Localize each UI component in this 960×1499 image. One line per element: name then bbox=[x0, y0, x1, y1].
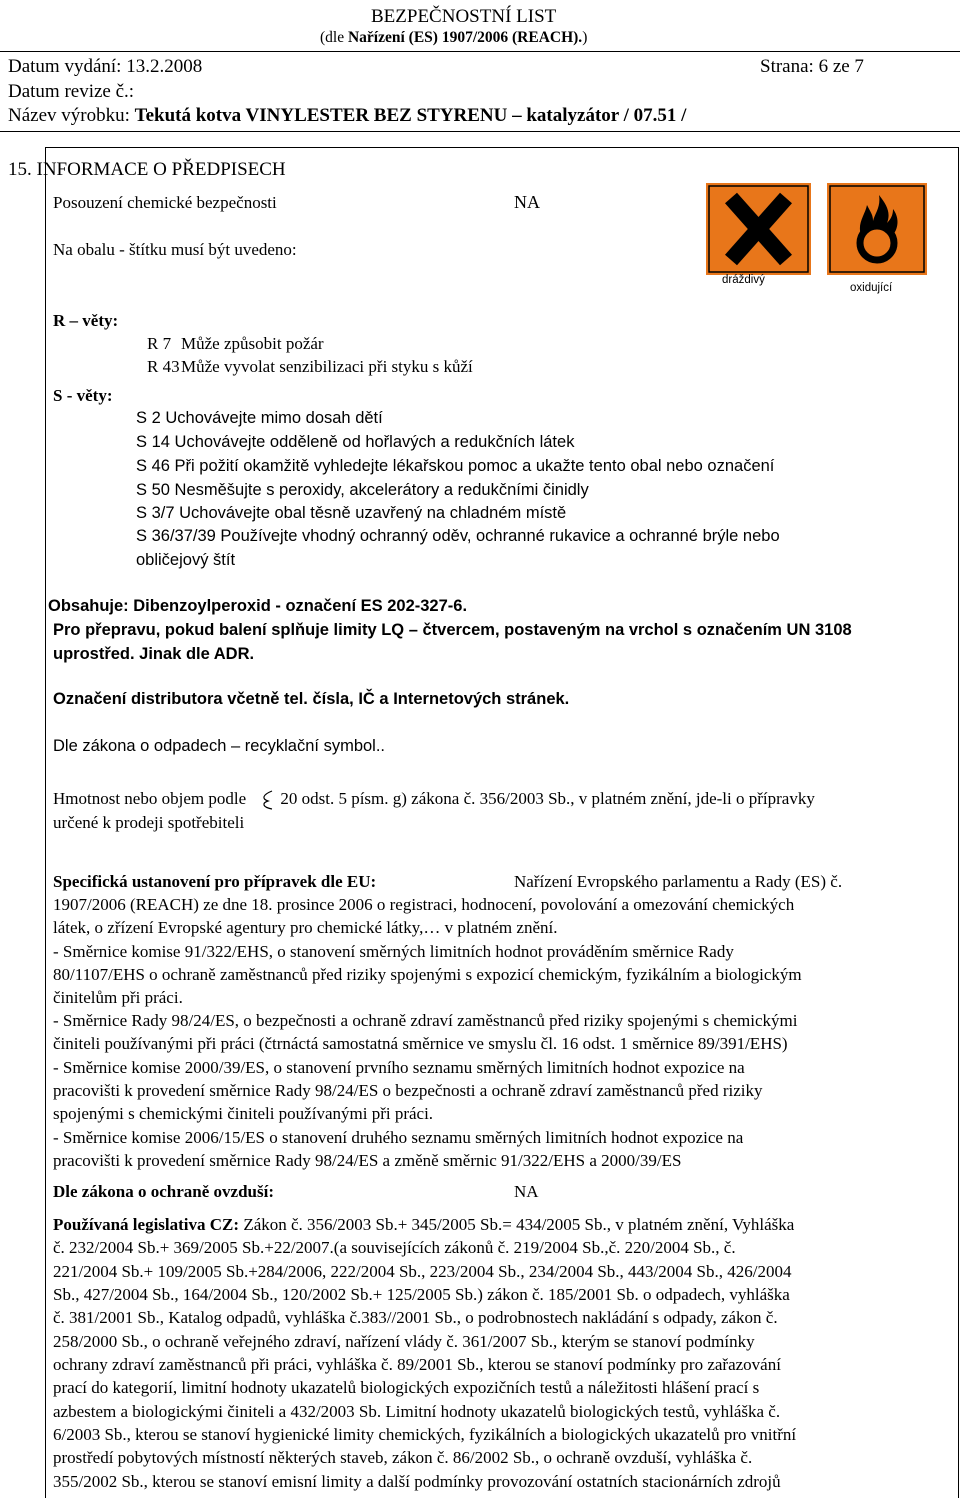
irritant-label: dráždivý bbox=[722, 274, 765, 286]
eu-specific-line: - Směrnice komise 2000/39/ES, o stanovení prvního seznamu směrných limitních hodnot expozice na bbox=[53, 1058, 745, 1077]
cz-legislation-line: Sb., 427/2004 Sb., 164/2004 Sb., 120/2002 Sb.+ 125/2005 Sb.) zákon č. 185/2001 Sb. o odpadech, vyhláška bbox=[53, 1285, 790, 1304]
section-heading: 15. INFORMACE O PŘEDPISECH bbox=[8, 159, 286, 180]
irritant-pictogram bbox=[706, 183, 811, 275]
s-phrases-label: S - věty: bbox=[53, 386, 113, 405]
eu-specific-label: Specifická ustanovení pro přípravek dle EU: bbox=[53, 872, 377, 891]
air-law-label: Dle zákona o ochraně ovzduší: bbox=[53, 1182, 274, 1201]
regulation-subtitle: (dle Nařízení (ES) 1907/2006 (REACH).) bbox=[320, 29, 588, 46]
mass-volume-line-2: určené k prodeji spotřebiteli bbox=[53, 813, 245, 832]
s-phrase-item: S 3/7 Uchovávejte obal těsně uzavřený na chladném místě bbox=[136, 504, 567, 522]
eu-specific-line: 80/1107/EHS o ochraně zaměstnanců před riziky spojenými s expozicí chemickým, fyzikálním a biologickým bbox=[53, 965, 802, 984]
cz-legislation-line: 6/2003 Sb., kterou se stanoví hygienické limity chemických, fyzikálních a biologických ukazatelů pro vnitřní bbox=[53, 1425, 797, 1444]
header-rule-bottom bbox=[0, 131, 960, 132]
eu-specific-line: pracovišti k provedení směrnice Rady 98/24/ES a změně směrnic 91/322/EHS a 2000/39/ES bbox=[53, 1151, 682, 1170]
label-required-heading: Na obalu - štítku musí být uvedeno: bbox=[53, 240, 297, 259]
transport-line-2: uprostřed. Jinak dle ADR. bbox=[53, 645, 255, 663]
r-phrases-label: R – věty: bbox=[53, 311, 119, 330]
mass-volume-line: Hmotnost nebo objem podle 20 odst. 5 písm. g) zákona č. 356/2003 Sb., v platném znění, jde-li o přípravky bbox=[53, 789, 815, 808]
transport-line-1: Pro přepravu, pokud balení splňuje limity LQ – čtvercem, postaveným na vrchol s označením UN 3108 bbox=[53, 621, 852, 639]
cz-legislation-line: 355/2002 Sb., kterou se stanoví emisní limity a další podmínky provozování ostatních stacionárních zdrojů bbox=[53, 1472, 781, 1491]
page-number: Strana: 6 ze 7 bbox=[760, 56, 864, 77]
s-phrase-item: S 2 Uchovávejte mimo dosah dětí bbox=[136, 409, 383, 427]
eu-specific-line: látek, o zřízení Evropské agentury pro chemické látky,… v platném znění. bbox=[53, 918, 558, 937]
cz-legislation-line: č. 232/2004 Sb.+ 369/2005 Sb.+22/2007.(a souvisejících zákonů č. 219/2004 Sb.,č. 220/2004 Sb., č. bbox=[53, 1238, 736, 1257]
section-paragraph-sign-icon bbox=[250, 791, 280, 809]
cz-legislation-line: azbestem a biologickými činiteli a 432/2003 Sb. Limitní hodnoty ukazatelů biologických testů, vyhláška č. bbox=[53, 1402, 781, 1421]
eu-specific-line: 1907/2006 (REACH) ze dne 18. prosince 2006 o registraci, hodnocení, povolování a omezování chemických bbox=[53, 895, 795, 914]
cz-legislation-line: 221/2004 Sb.+ 109/2005 Sb.+284/2006, 222/2004 Sb., 223/2004 Sb., 234/2004 Sb., 443/2004 Sb., 426/2004 bbox=[53, 1262, 792, 1281]
s-phrase-item: S 50 Nesměšujte s peroxidy, akcelerátory a redukčními činidly bbox=[136, 481, 589, 499]
cz-legislation-line: Používaná legislativa CZ: Zákon č. 356/2003 Sb.+ 345/2005 Sb.= 434/2005 Sb., v platném znění, Vyhláška bbox=[53, 1215, 795, 1234]
cz-legislation-line: č. 381/2001 Sb., Katalog odpadů, vyhláška č.383//2001 Sb., o podrobnostech nakládání s odpady, zákon č. bbox=[53, 1308, 778, 1327]
cz-legislation-line: prací do kategorií, limitní hodnoty ukazatelů biologických expozičních testů a náležitosti hlášení prací s bbox=[53, 1378, 760, 1397]
eu-specific-line: činiteli používanými při práci (čtrnáctá samostatná směrnice ve smyslu čl. 16 odst. 1 směrnice 89/391/EHS) bbox=[53, 1034, 788, 1053]
r-phrase-item: R 43Může vyvolat senzibilizaci při styku s kůží bbox=[147, 357, 473, 376]
air-law-value: NA bbox=[514, 1182, 539, 1201]
safety-assessment-value: NA bbox=[514, 192, 540, 212]
eu-specific-line: - Směrnice komise 91/322/EHS, o stanovení směrných limitních hodnot prováděním směrnice Rady bbox=[53, 942, 734, 961]
oxidizing-flame-icon bbox=[827, 183, 927, 275]
oxidizing-label: oxidující bbox=[850, 282, 893, 294]
oxidizing-pictogram bbox=[827, 183, 927, 275]
revision-date: Datum revize č.: bbox=[8, 81, 135, 102]
eu-specific-line: spojenými s chemickými činiteli používanými při práci. bbox=[53, 1104, 434, 1123]
issue-date: Datum vydání: 13.2.2008 bbox=[8, 56, 203, 77]
document-title: BEZPEČNOSTNÍ LIST bbox=[371, 6, 557, 27]
s-phrase-item: S 46 Při požití okamžitě vyhledejte lékařskou pomoc a ukažte tento obal nebo označení bbox=[136, 457, 775, 475]
s-phrase-item: obličejový štít bbox=[136, 551, 236, 569]
cz-legislation-line: ochrany zdraví zaměstnanců při práci, vyhláška č. 89/2001 Sb., kterou se stanoví podmínky pro zařazování bbox=[53, 1355, 781, 1374]
eu-specific-line: - Směrnice komise 2006/15/ES o stanovení druhého seznamu směrných limitních hodnot expozice na bbox=[53, 1128, 744, 1147]
waste-law-line: Dle zákona o odpadech – recyklační symbol.. bbox=[53, 737, 386, 755]
s-phrase-item: S 36/37/39 Používejte vhodný ochranný oděv, ochranné rukavice a ochranné brýle nebo bbox=[136, 527, 780, 545]
eu-specific-line: Nařízení Evropského parlamentu a Rady (ES) č. bbox=[514, 872, 843, 891]
eu-specific-line: pracovišti k provedení směrnice Rady 98/24/ES o bezpečnosti a ochraně zdraví zaměstnanců před riziky bbox=[53, 1081, 763, 1100]
header-rule-top bbox=[0, 51, 960, 52]
contains-line: Obsahuje: Dibenzoylperoxid - označení ES 202-327-6. bbox=[48, 597, 468, 615]
r-phrase-item: R 7 Může způsobit požár bbox=[147, 334, 324, 353]
safety-assessment-label: Posouzení chemické bezpečnosti bbox=[53, 193, 277, 212]
product-name: Název výrobku: Tekutá kotva VINYLESTER BEZ STYRENU – katalyzátor / 07.51 / bbox=[8, 105, 687, 126]
irritant-x-icon bbox=[706, 183, 811, 275]
s-phrase-item: S 14 Uchovávejte odděleně od hořlavých a redukčních látek bbox=[136, 433, 575, 451]
distributor-line: Označení distributora včetně tel. čísla, IČ a Internetových stránek. bbox=[53, 690, 570, 708]
cz-legislation-line: 258/2000 Sb., o ochraně veřejného zdraví, nařízení vlády č. 361/2007 Sb., kterým se stanoví podmínky bbox=[53, 1332, 755, 1351]
cz-legislation-line: prostředí pobytových místností některých staveb, zákon č. 86/2002 Sb., o ochraně ovzduší, vyhláška č. bbox=[53, 1448, 753, 1467]
eu-specific-line: činitelům při práci. bbox=[53, 988, 183, 1007]
eu-specific-line: - Směrnice Rady 98/24/ES, o bezpečnosti a ochraně zdraví zaměstnanců před riziky spojenými s chemickými bbox=[53, 1011, 798, 1030]
